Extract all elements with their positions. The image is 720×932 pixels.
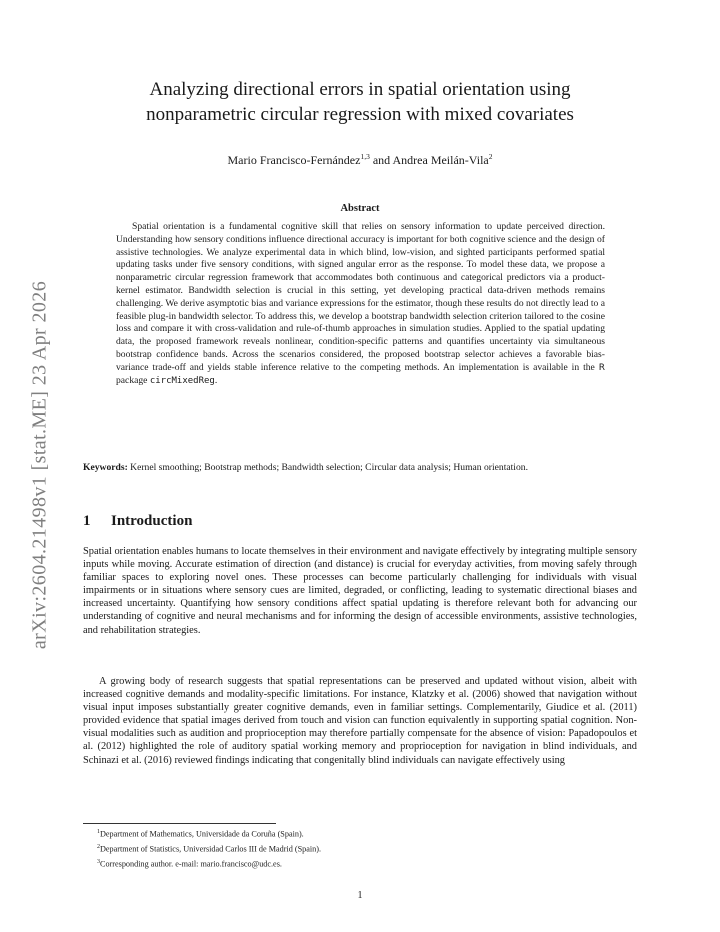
abstract-text: Spatial orientation is a fundamental cognitive skill that relies on sensory information to update perceived direction. Understanding how sensory conditions influence directional accuracy is important for both cognitive science and the design of assistive technologies. We analyze experimental data in which blind, low-vision, and sighted participants performed spatial updating tasks under five sensory conditions, with signed angular error as the response. To model these data, we propose a nonparametric circular regression framework that accommodates both continuous and categorical predictors via a product-kernel estimator. Bandwidth selection is crucial in this setting, yet developing practical data-driven methods remains challenging. We derive asymptotic bias and variance expressions for the estimator, though these results do not directly lead to a feasible plug-in bandwidth selector. To address this, we develop a bootstrap bandwidth selection criterion tailored to the cosine loss and compare it with cross-validation and rule-of-thumb approaches in simulation studies. Applied to the spatial updating data, the proposed framework reveals nonlinear, condition-specific patterns and quantifies uncertainty via simultaneous bootstrap confidence bands. Across the scenarios considered, the proposed bootstrap selector achieves a favorable bias-variance trade-off and yields stable inference relative to the competing methods. An implementation is available in the	[116, 221, 605, 373]
author-1: Mario Francisco-Fernández	[227, 153, 361, 167]
section-heading	[83, 513, 192, 530]
section-title: Introduction	[111, 513, 193, 529]
abstract-end: .	[214, 374, 218, 386]
footnote-rule	[83, 823, 276, 824]
author-conjunction: and	[369, 153, 393, 167]
footnotes	[97, 826, 321, 871]
title-line-1: Analyzing directional errors in spatial orientation using	[149, 79, 571, 100]
keywords-label: Keywords:	[83, 462, 128, 473]
footnote-3-mark: 3	[97, 859, 100, 866]
section-number: 1	[83, 513, 91, 529]
keywords-text: Kernel smoothing; Bootstrap methods; Bandwidth selection; Circular data analysis; Human orientation.	[127, 462, 528, 473]
abstract-body	[116, 221, 605, 387]
author-2-affiliation: 2	[488, 152, 493, 161]
arxiv-identifier: arXiv:2604.21498v1 [stat.ME] 23 Apr 2026	[28, 280, 51, 650]
footnote-1-mark: 1	[97, 829, 100, 835]
title-line-2: nonparametric circular regression with mixed covariates	[146, 104, 574, 125]
r-language-label: R	[598, 362, 605, 373]
footnote-1-text: Department of Mathematics, Universidade da Coruña (Spain).	[100, 829, 304, 839]
footnote-2	[97, 841, 321, 856]
page-number: 1	[357, 890, 363, 901]
footnote-2-text: Department of Statistics, Universidad Carlos III de Madrid (Spain).	[100, 844, 322, 854]
footnote-3	[97, 856, 321, 871]
keywords	[83, 462, 637, 475]
abstract-package-mid: package	[116, 374, 150, 386]
author-1-affiliation: 1,3	[360, 152, 370, 161]
author-list	[100, 152, 620, 168]
footnote-1	[97, 826, 321, 841]
footnote-2-mark: 2	[97, 844, 100, 851]
package-name: circMixedReg	[149, 375, 215, 386]
intro-paragraph-2: A growing body of research suggests that spatial representations can be preserved and updated without vision, albeit with increased cognitive demands and modality-specific limitations. For instance, Klatzky et al. (2006) showed that navigation without visual input imposes substantially greater cognitive demands, even in familiar settings. Complementarily, Giudice et al. (2011) provided evidence that spatial images derived from touch and vision can function equivalently in supporting spatial cognition. Non-visual modalities such as audition and proprioception may therefore partially compensate for the absence of vision: Papadopoulos et al. (2012) highlighted the role of auditory spatial working memory and proprioception for navigation in blind individuals, and Schinazi et al. (2016) reviewed findings indicating that congenitally blind individuals can navigate effectively using	[83, 676, 637, 766]
abstract-heading: Abstract	[340, 203, 380, 214]
intro-paragraph-1: Spatial orientation enables humans to locate themselves in their environment and navigate effectively by integrating multiple sensory inputs while moving. Accurate estimation of direction (and distance) is crucial for everyday activities, from moving safely through familiar spaces to exploring novel ones. These processes can become particularly challenging for individuals with visual impairments or in situations where sensory cues are limited, degraded, or conflicting, leading to systematic directional biases and increased uncertainty. Quantifying how sensory conditions affect spatial updating is therefore relevant both for advancing our understanding of cognitive and neural mechanisms and for informing the design of accessible environments, assistive technologies, and rehabilitation strategies.	[83, 546, 637, 636]
paper-title	[100, 77, 620, 127]
footnote-3-text: Corresponding author. e-mail: mario.francisco@udc.es.	[100, 859, 282, 869]
author-2: Andrea Meilán-Vila	[392, 153, 489, 167]
